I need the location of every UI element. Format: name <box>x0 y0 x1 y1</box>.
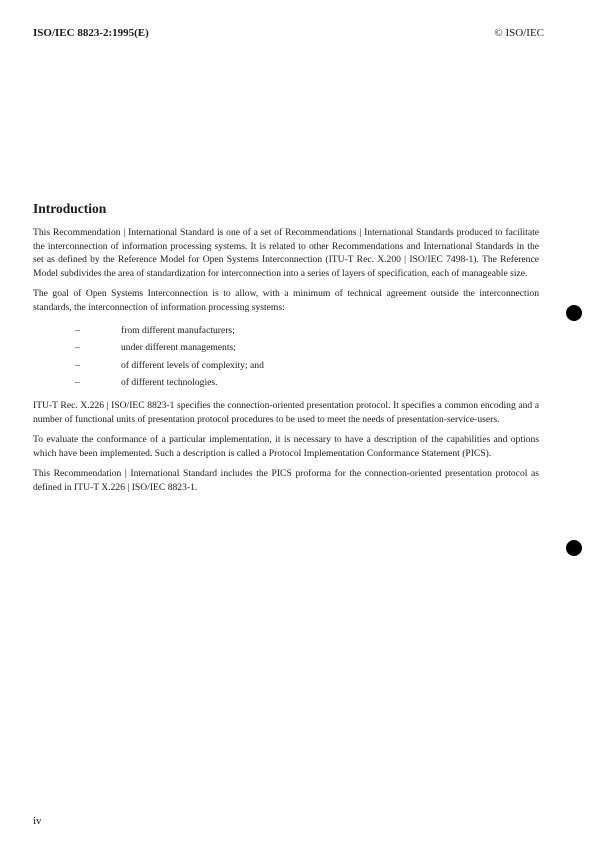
section-title: Introduction <box>33 201 107 216</box>
list-item <box>33 339 539 357</box>
body-text <box>33 226 539 502</box>
interconnection-list <box>33 322 539 392</box>
list-dash: – <box>75 342 80 354</box>
punch-hole-mark <box>566 305 582 321</box>
copyright-notice: © ISO/IEC <box>494 27 544 39</box>
list-item <box>33 322 539 340</box>
paragraph-4: To evaluate the conformance of a particular implementation, it is necessary to have a description of the capabilities and options which have been implemented. Such a description is called a Protocol Implementation Conformance Statement (PICS). <box>33 434 539 459</box>
list-dash: – <box>75 377 80 389</box>
list-dash: – <box>75 359 80 371</box>
punch-hole-mark <box>566 540 582 556</box>
list-dash: – <box>75 324 80 336</box>
list-item <box>33 357 539 375</box>
list-item-text: of different levels of complexity; and <box>121 359 264 371</box>
paragraph-5: This Recommendation | International Standard includes the PICS proforma for the connection-oriented presentation protocol as defined in ITU-T X.226 | ISO/IEC 8823-1. <box>33 468 539 493</box>
list-item <box>33 374 539 392</box>
paragraph-3: ITU-T Rec. X.226 | ISO/IEC 8823-1 specifies the connection-oriented presentation protocol. It specifies a common encoding and a number of functional units of presentation protocol procedures to be used to meet the needs of presentation-service-users. <box>33 399 539 425</box>
document-id: ISO/IEC 8823-2:1995(E) <box>33 27 149 39</box>
paragraph-2: The goal of Open Systems Interconnection is to allow, with a minimum of technical agreement outside the interconnection standards, the interconnection of information processing systems: <box>33 288 539 313</box>
list-item-text: from different manufacturers; <box>121 324 235 336</box>
list-item-text: of different technologies. <box>121 377 218 389</box>
page-number: iv <box>33 815 42 827</box>
list-item-text: under different managements; <box>121 342 236 354</box>
paragraph-1: This Recommendation | International Standard is one of a set of Recommendations | International Standards produced to facilitate the interconnection of information processing systems. It is related to other Recommendations and International Standards in the set as defined by the Reference Model for Open Systems Interconnection (ITU-T Rec. X.200 | ISO/IEC 7498-1). The Reference Model subdivides the area of standardization for interconnection into a series of layers of specification, each of manageable size. <box>33 227 539 279</box>
